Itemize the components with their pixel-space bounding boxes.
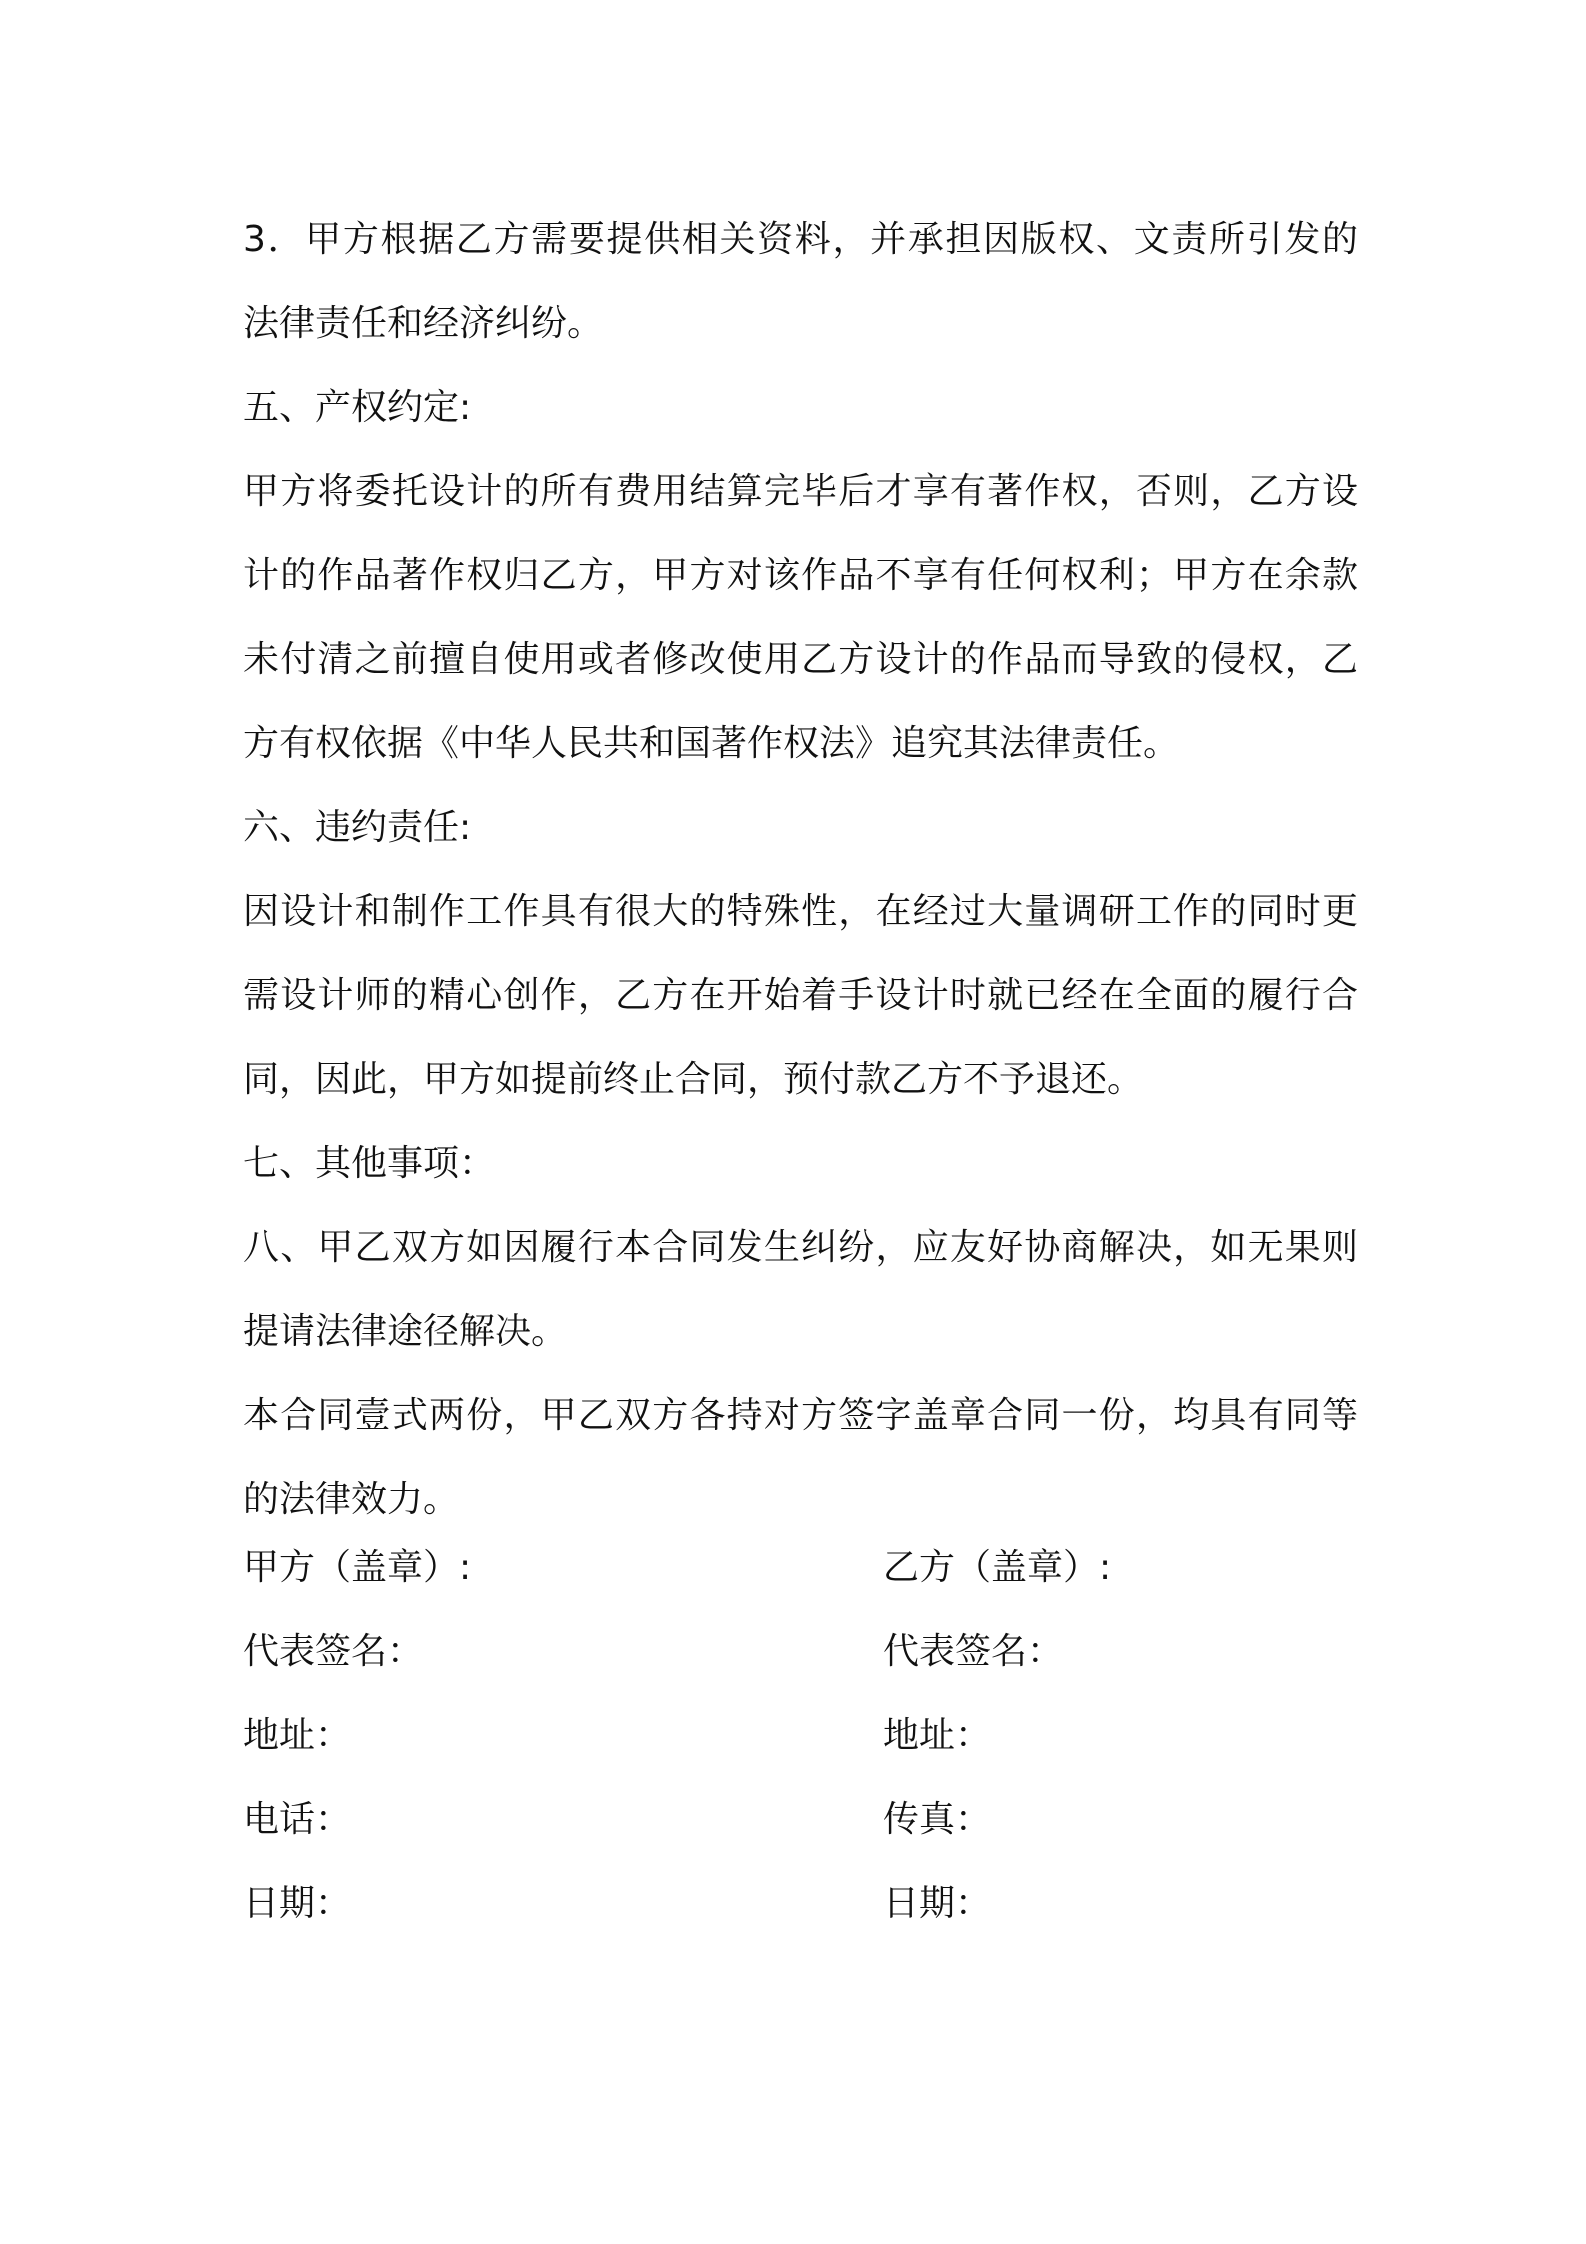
party-b-seal-label: 乙方（盖章）: [883,1547,1112,1588]
party-a-date-label: 日期： [243,1883,352,1924]
party-b-fax-label: 传真： [883,1799,992,1840]
section-5-line-4: 方有权依据《中华人民共和国著作权法》追究其法律责任。 [243,723,1180,764]
party-a-representative-label: 代表签名： [243,1631,424,1672]
document-body [243,198,1358,1542]
clause-3-line-1: 3．甲方根据乙方需要提供相关资料，并承担因版权、文责所引发的 [243,219,1358,260]
party-b-date-label: 日期： [883,1883,992,1924]
section-6-line-2: 需设计师的精心创作，乙方在开始着手设计时就已经在全面的履行合 [243,975,1358,1016]
signature-row-date [243,1862,1358,1946]
closing-line-2: 的法律效力。 [243,1479,460,1520]
section-7-heading: 七、其他事项： [243,1143,496,1184]
clause-3-line-2: 法律责任和经济纠纷。 [243,303,604,344]
signature-row-address [243,1694,1358,1778]
signature-row-representative [243,1610,1358,1694]
section-6-line-1: 因设计和制作工作具有很大的特殊性，在经过大量调研工作的同时更 [243,891,1358,932]
party-a-address-label: 地址： [243,1715,352,1756]
party-b-address-label: 地址： [883,1715,992,1756]
section-6-line-3: 同，因此，甲方如提前终止合同，预付款乙方不予退还。 [243,1059,1144,1100]
signature-block [243,1526,1358,1946]
party-a-phone-label: 电话： [243,1799,352,1840]
section-8-line-2: 提请法律途径解决。 [243,1311,568,1352]
section-5-heading: 五、产权约定: [243,387,472,428]
party-b-representative-label: 代表签名： [883,1631,1064,1672]
party-a-seal-label: 甲方（盖章）: [243,1547,472,1588]
signature-row-seal [243,1526,1358,1610]
signature-row-contact [243,1778,1358,1862]
closing-line-1: 本合同壹式两份，甲乙双方各持对方签字盖章合同一份，均具有同等 [243,1395,1358,1436]
section-5-line-1: 甲方将委托设计的所有费用结算完毕后才享有著作权，否则，乙方设 [243,471,1358,512]
section-5-line-2: 计的作品著作权归乙方，甲方对该作品不享有任何权利；甲方在余款 [243,555,1358,596]
section-6-heading: 六、违约责任: [243,807,472,848]
section-8-line-1: 八、甲乙双方如因履行本合同发生纠纷，应友好协商解决，如无果则 [243,1227,1358,1268]
section-5-line-3: 未付清之前擅自使用或者修改使用乙方设计的作品而导致的侵权，乙 [243,639,1358,680]
